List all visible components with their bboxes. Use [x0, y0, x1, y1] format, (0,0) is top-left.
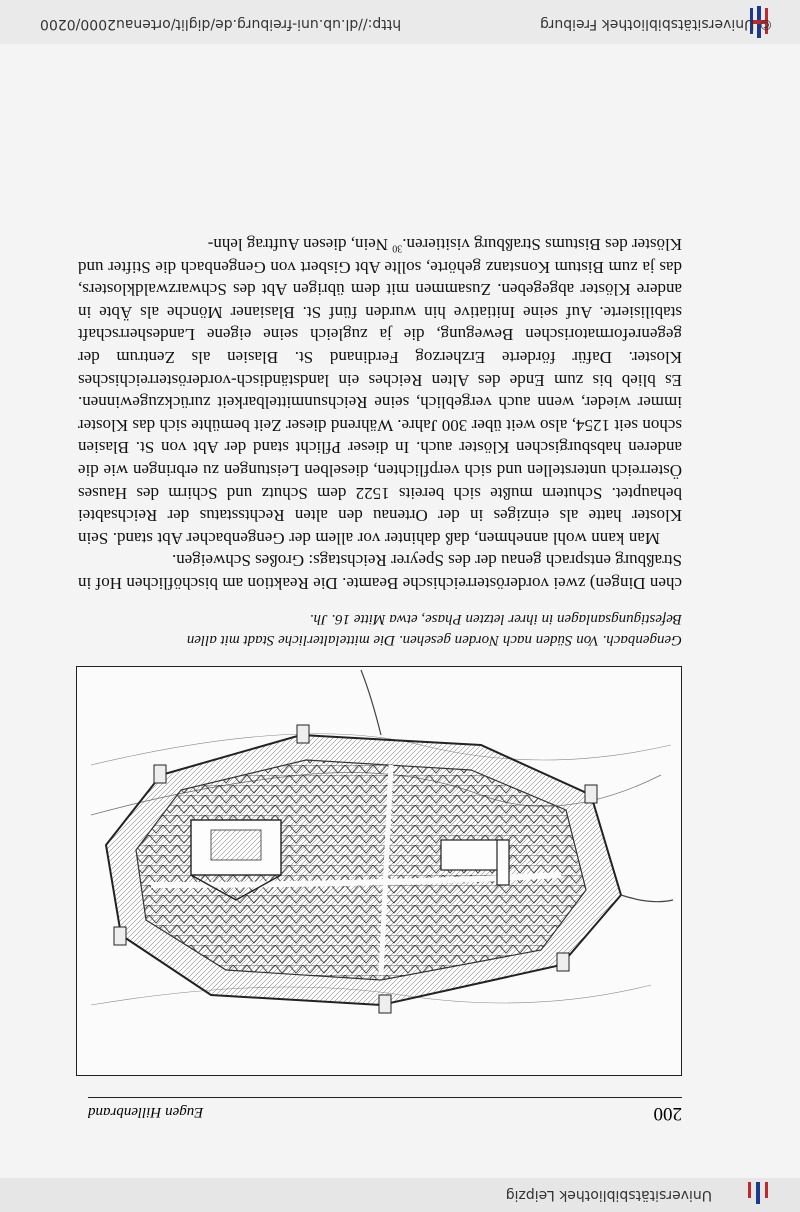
- town-engraving-image: [77, 667, 681, 1075]
- footnote-reference[interactable]: 30: [392, 242, 403, 254]
- figure-caption: Gengenbach. Von Süden nach Norden gesehen. Die mittelalterliche Stadt mit allen Befestigungsanlagen in ihrer letzten Phase, etwa Mitte 16. Jh.: [186, 611, 682, 648]
- paragraph-2-tail: Nein, diesen Auftrag lehn-: [207, 235, 393, 255]
- running-head-author: Eugen Hillenbrand: [88, 1104, 204, 1120]
- scan-copyright: © Universitätsbibliothek Freiburg: [540, 16, 773, 32]
- paragraph-2-text: Man kann wohl annehmen, daß dahinter vor allem der Gengenbacher Abt stand. Sein Kloster hatte als einziges in der Ortenau den alten Rechtsstatus der Reichsabtei behauptet. Schutern mußte sich bereits 1522 dem Schutz und Schirm des Hauses Österreich unterstellen und sich verpflichten, dieselben Leistungen zu erbringen wie die anderen habsburgischen Klöster auch. In dieser Pflicht stand der Abt von St. Blasien schon seit 1254, also weit über 300 Jahre. Während dieser Zeit bemühte sich das Kloster immer wieder, wenn auch vergeblich, seine Reichsunmittelbarkeit zurückzugewinnen. Es blieb bis zum Ende des Alten Reiches ein landständisch-vorderösterreichisches Kloster. Dafür förderte Erzherzog Ferdinand St. Blasien als Zentrum der gegenreformatorischen Bewegung, die ja zugleich seine eigene Landesherrschaft stabilisierte. Auf seine Initiative hin wurden fünf St. Blasianer Mönche als Äbte in andere Klöster abgegeben. Zusammen mit dem übrigen Abt des Schwarzwaldklosters, das ja zum Bistum Konstanz gehörte, sollte Abt Gisbert von Gengenbach die Stifter und Klöster des Bistums Straßburg visitieren.: [78, 235, 682, 548]
- paragraph-2: [78, 233, 682, 549]
- scan-footer-strip: [0, 1178, 800, 1212]
- scan-header-strip: [0, 0, 800, 44]
- body-text: [78, 233, 682, 595]
- paragraph-1: chen Dingen) zwei vorderösterreichische Beamte. Die Reaktion am bischöflichen Hof in Straßburg entsprach genau der des Speyrer Reichstags: Großes Schweigen.: [78, 551, 682, 593]
- scan-credit-top: Universitätsbibliothek Leipzig: [505, 1187, 712, 1203]
- page-number: 200: [653, 1103, 682, 1124]
- scan-url: http://dl.ub.uni-freiburg.de/diglit/ortenau2000/0200: [40, 16, 402, 32]
- town-engraving-figure: [76, 666, 682, 1076]
- library-logo-icon: [738, 1182, 778, 1204]
- header-rule: [88, 1097, 682, 1098]
